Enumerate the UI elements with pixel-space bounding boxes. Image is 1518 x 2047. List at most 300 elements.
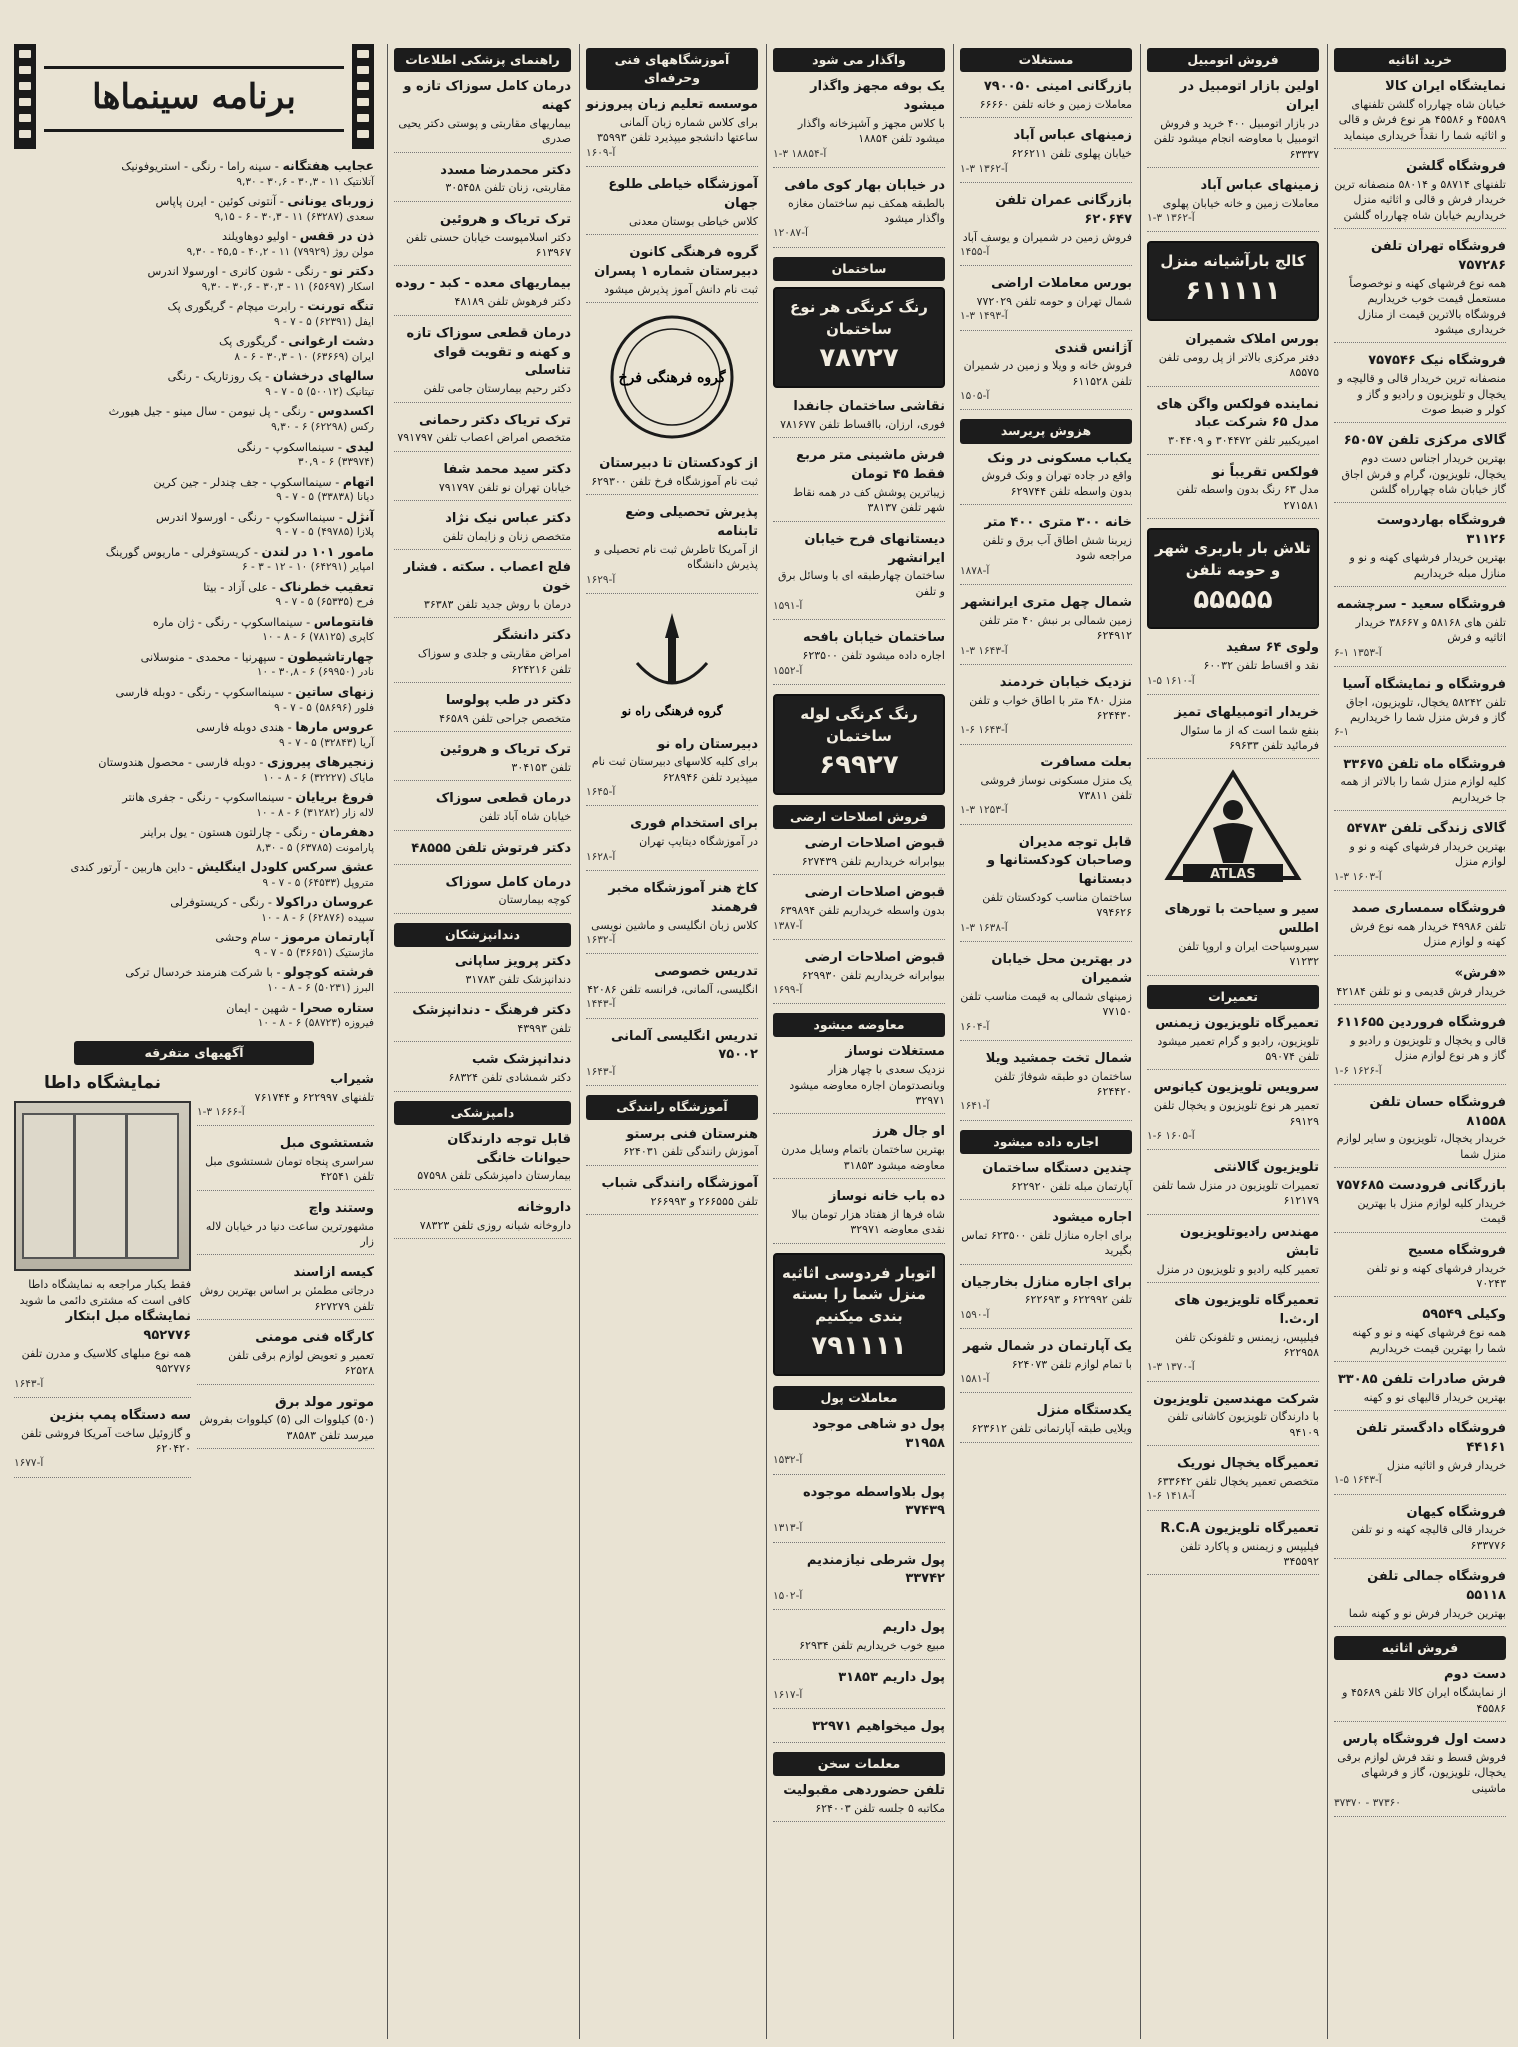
ad-title: نقاشی ساختمان جانفدا — [793, 398, 945, 414]
data-showroom-title: نمایشگاه داطا — [43, 1072, 162, 1093]
classified-ad — [960, 594, 1132, 665]
classified-ad — [773, 1043, 945, 1114]
classified-ad — [394, 211, 571, 267]
classified-ad — [586, 504, 758, 594]
film-listing — [14, 718, 374, 750]
cabinet-image — [14, 1101, 191, 1271]
box-ad-ferdowsi — [773, 1253, 945, 1376]
classified-ad — [773, 1416, 945, 1475]
ad-body: خریدار کلیه لوازم منزل با بهترین قیمت — [1357, 1197, 1506, 1226]
film-detail: گریگوری پک — [218, 335, 277, 349]
classified-ad — [394, 1131, 571, 1190]
classified-ad — [586, 96, 758, 167]
film-detail: دوبله فارسی - محصول هندوستان — [98, 756, 256, 770]
film-name: آپارتمان مرموز — [282, 929, 374, 945]
film-name: عروس مارها — [295, 719, 374, 734]
ad-title: درمان قطعی سوزاک تازه و کهنه و تقویت قوای تناسلی — [406, 325, 571, 379]
film-listing — [14, 858, 374, 890]
classified-ad — [1147, 1015, 1319, 1071]
classified-ad — [773, 1718, 945, 1743]
ad-code: آ-۱۶۷۷ — [14, 1457, 44, 1470]
classified-ad — [960, 1160, 1132, 1200]
film-detail: سینمااسکوپ - رنگی - جفری هانتر — [122, 791, 285, 805]
classified-ad — [1334, 1177, 1506, 1233]
classified-ad — [1147, 1292, 1319, 1382]
ad-code: آ-۱۵۰۲ — [773, 1590, 803, 1603]
ad-code: آ-۱۵۵۲ — [773, 664, 803, 677]
ad-body: از نمایشگاه ایران کالا تلفن ۴۵۶۸۹ و ۴۵۵۸۶ — [1342, 1686, 1506, 1715]
classified-ad — [773, 398, 945, 438]
box-ad-text: اتوبار فردوسی اثاثیه منزل شما را بسته بندی میکنیم — [782, 1263, 936, 1326]
ad-title: سرویس تلویزیون کیانوس — [1153, 1080, 1319, 1096]
ad-body: بیوابرانه خریداریم تلفن ۶۲۹۹۳۰ — [801, 968, 945, 982]
ad-title: تدریس خصوصی — [654, 964, 758, 980]
film-listing — [14, 332, 374, 364]
classified-ad — [773, 177, 945, 248]
ad-body: خریدار فرش و اثاثیه منزل — [1386, 1459, 1506, 1473]
ad-title: دبیرستان راه نو — [657, 736, 758, 752]
classified-ad — [197, 1071, 374, 1126]
film-listing — [14, 367, 374, 399]
ad-code: آ-۱۴۴۳ — [586, 998, 616, 1011]
data-showroom-body: فقط یکبار مراجعه به نمایشگاه داطا کافی است که مشتری دائمی ما شوید — [19, 1278, 191, 1307]
film-name: زنهای ساتین — [295, 683, 374, 699]
classified-ad — [1334, 1504, 1506, 1560]
column-buy-furniture — [1327, 44, 1512, 2039]
column-cinema — [8, 44, 380, 2039]
ad-code: آ-۱۶۳۲ — [586, 933, 616, 946]
film-listing — [14, 963, 374, 995]
column-medical — [387, 44, 577, 2039]
ad-body: متخصص زنان و زایمان تلفن — [442, 529, 571, 543]
separator: - — [271, 160, 283, 173]
film-detail: رابرت میچام - گریگوری پک — [167, 300, 297, 314]
film-detail: علی آزاد - بیتا — [203, 580, 269, 594]
film-name: تنگه تورنت — [307, 298, 374, 314]
ad-code: ۱-۳ آ-۱۴۹۳ — [960, 310, 1008, 323]
column-subheader: تعمیرات — [1147, 985, 1319, 1009]
ad-body: بدون واسطه خریداریم تلفن ۶۳۹۸۹۴ — [779, 904, 945, 918]
ad-code: ۱-۳ آ-۱۶۶۶ — [197, 1105, 245, 1118]
separator: - — [255, 756, 268, 770]
classified-ad — [1147, 1159, 1319, 1215]
ad-title: نزدیک خیابان خردمند — [999, 674, 1132, 690]
ad-title: بازرگانی عمران تلفن ۶۲۰۶۴۷ — [995, 192, 1132, 227]
ad-title: پول شرطی نیازمندیم ۳۳۷۴۲ — [806, 1552, 945, 1587]
column-header: مستغلات — [960, 48, 1132, 72]
ad-title: کارگاه فنی مومنی — [255, 1330, 374, 1346]
ad-body: ساختمان مناسب کودکستان تلفن ۷۹۴۶۲۶ — [982, 891, 1132, 920]
film-listing — [14, 508, 374, 540]
film-schedule: اسکار (۶۵۶۹۷) ۱۱ - ۳۰,۳ - ۳۰,۶ - ۹,۳۰ — [201, 280, 374, 293]
classified-ad — [394, 953, 571, 993]
film-name: فروغ بریایان — [295, 789, 374, 805]
separator: - — [276, 335, 289, 349]
ad-body: تلفنهای ۵۸۷۱۴ و ۵۸۰۱۴ منصفانه ترین خریدار فرش و قالی و اثاثیه منزل خریداریم خیابان شاه چهارراه گلشن — [1334, 177, 1506, 222]
classified-ad — [586, 736, 758, 807]
classified-ad — [1334, 965, 1506, 1005]
classified-ad — [1147, 1391, 1319, 1447]
ad-body: شاه فرها از هفتاد هزار تومان ببالا نقدی معاوضه ۳۲۹۷۱ — [791, 1207, 945, 1237]
film-name: مامور ۱۰۱ در لندن — [261, 543, 374, 559]
ad-title: دکتر در طب پولوسا — [445, 693, 571, 709]
atlas-logo-text: ATLAS — [1210, 867, 1256, 883]
classified-ad — [1334, 756, 1506, 812]
classified-ad — [586, 455, 758, 495]
film-schedule: ماژستیک (۳۶۶۵۱) ۵ - ۷ - ۹ — [254, 946, 374, 959]
film-listing — [14, 543, 374, 575]
film-name: دشت ارغوانی — [288, 333, 374, 349]
classified-ad — [773, 78, 945, 168]
ad-body: مبیع خوب خریداریم تلفن ۶۲۹۳۴ — [799, 1639, 945, 1653]
classified-ad — [1147, 639, 1319, 694]
film-detail: کریستوفرلی - ماریوس گورینگ — [105, 545, 251, 559]
classified-ad — [1147, 177, 1319, 232]
ad-title: قبوض اصلاحات ارضی — [804, 885, 945, 901]
classified-ad — [1334, 1371, 1506, 1411]
ad-body: دکتر رحیم بیمارستان جامی تلفن — [423, 382, 571, 396]
separator: - — [284, 685, 296, 699]
box-ad-text: رنگ کرنگی هر نوع ساختمان — [790, 297, 928, 338]
ad-title: موسسه تعلیم زبان پیروزنو — [586, 97, 758, 113]
film-schedule: البرز (۵۰۲۳۱) ۶ - ۸ - ۱۰ — [267, 982, 374, 995]
film-schedule: (۳۳۹۷۴) ۶ - ۳۰,۹ — [297, 456, 374, 469]
separator: - — [270, 931, 283, 945]
ad-body: سیروسیاحت ایران و اروپا تلفن ۷۱۲۳۲ — [1178, 939, 1319, 969]
classified-ad — [773, 1552, 945, 1611]
ad-body: مشهورترین ساعت دنیا در خیابان لاله زار — [205, 1219, 374, 1248]
ad-title: دکتر عباس نیک نژاد — [445, 511, 571, 527]
ad-title: شیراب — [330, 1071, 374, 1087]
classified-ad — [960, 275, 1132, 330]
ad-title: تعمیرگاه تلویزیون های ار.ث.ا — [1174, 1292, 1319, 1327]
ad-title: دکتر فرهنگ - دندانپزشک — [412, 1003, 571, 1019]
ad-title: یکدستگاه منزل — [1036, 1403, 1132, 1419]
ad-body: سراسری پنجاه تومان شستشوی مبل تلفن ۴۲۵۴۱ — [205, 1154, 374, 1184]
classified-ad — [1147, 464, 1319, 520]
film-listing — [14, 788, 374, 820]
classified-ad — [960, 1050, 1132, 1121]
ad-title: شمال تخت جمشید ویلا — [985, 1050, 1132, 1066]
ad-body: بنفع شما است که از ما سئوال فرمائید تلفن ۶۹۶۳۳ — [1180, 723, 1319, 753]
ad-title: یک بوفه مجهز واگذار میشود — [810, 79, 945, 113]
ad-title: فولکس تقریباً نو — [1212, 464, 1319, 480]
film-schedule: فیروزه (۵۸۷۲۳) ۶ - ۸ - ۱۰ — [257, 1017, 374, 1030]
ad-title: کاخ هنر آموزشگاه مخبر فرهمند — [608, 880, 758, 915]
classified-ad — [960, 1338, 1132, 1393]
column-subheader: معاملات پول — [773, 1386, 945, 1410]
ad-title: بورس معاملات اراضی — [991, 276, 1132, 292]
column-header: خرید اثاثیه — [1334, 48, 1506, 72]
ad-code: آ-۱۶۴۱ — [960, 1100, 990, 1113]
classified-ad — [14, 1407, 191, 1478]
ad-title: فرش صادرات تلفن ۳۳۰۸۵ — [1337, 1372, 1506, 1388]
ad-title: ترک تریاک دکتر رحمانی — [418, 412, 571, 428]
film-detail: آنتونی کوئین - ایرن پاپاس — [155, 195, 277, 209]
classified-ad — [394, 627, 571, 683]
column-subheader: آموزشگاه رانندگی — [586, 1095, 758, 1119]
classified-ad — [394, 325, 571, 403]
separator: - — [261, 370, 273, 384]
ad-code: آ-۱۶۴۳ — [14, 1377, 44, 1390]
ad-code: ۱-۳ آ-۱۳۷۰ — [1147, 1361, 1195, 1374]
column-subheader: دندانپزشکان — [394, 923, 571, 947]
classified-ad — [960, 127, 1132, 182]
separator: - — [276, 195, 288, 209]
ad-body: شمال تهران و حومه تلفن ۷۷۲۰۲۹ — [976, 294, 1132, 308]
ad-code: آ-۱۶۰۹ — [586, 146, 616, 159]
ad-body: بهترین خریدار فرش نو و کهنه شما — [1348, 1606, 1506, 1620]
ad-body: خیابان شاه آباد تلفن — [479, 810, 571, 824]
ad-body: همه نوع فرشهای کهنه و نوخصوصاً مستعمل قیمت خوب خریداریم فروشگاه بالاترین قیمت از منازل خریداری میشود — [1349, 276, 1506, 337]
film-schedule: پارامونت (۶۳۷۸۵) ۵ - ۸,۳۰ — [256, 841, 374, 854]
ad-title: پول دو شاهی موجود ۳۱۹۵۸ — [812, 1416, 945, 1451]
ad-body: خریدار قالی قالیچه کهنه و نو تلفن ۶۳۳۷۷۶ — [1351, 1523, 1506, 1552]
film-listing — [14, 999, 374, 1031]
classified-ad — [197, 1135, 374, 1191]
film-detail: اولیو دوهاویلند — [222, 230, 289, 244]
film-detail: سینه راما - رنگی - استریوفونیک — [121, 160, 272, 173]
column-real-estate — [953, 44, 1138, 2039]
ad-title: فروشگاه کیهان — [1406, 1504, 1506, 1520]
classified-ad — [1147, 1079, 1319, 1150]
ad-body: فیلیپس، زیمنس و تلفونکن تلفن ۶۲۲۹۵۸ — [1175, 1330, 1319, 1359]
column-subheader: اجاره داده میشود — [960, 1130, 1132, 1154]
film-name: اتهام — [342, 473, 374, 489]
film-name: عروسان دراکولا — [275, 894, 374, 910]
ad-code: ۶-۱ آ-۱۳۵۳ — [1334, 646, 1382, 659]
classified-ad — [1334, 1420, 1506, 1494]
ad-title: از کودکستان تا دبیرستان — [599, 455, 758, 471]
classified-ad — [773, 884, 945, 939]
ad-title: دست دوم — [1443, 1667, 1506, 1683]
ad-body: ویلایی طبقه آپارتمانی تلفن ۶۲۳۶۱۲ — [971, 1422, 1132, 1436]
ad-title: سیر و سیاحت با تورهای اطلس — [1164, 902, 1319, 936]
classified-ad — [1147, 396, 1319, 455]
ad-title: فروشگاه نیک ۷۵۷۵۴۶ — [1368, 353, 1506, 369]
ad-title: مهندس رادیوتلویزیون تابش — [1180, 1224, 1319, 1259]
classified-ad — [1334, 352, 1506, 423]
ad-title: ولوی ۶۴ سفید — [1226, 640, 1319, 656]
ad-title: گالای مرکزی تلفن ۶۵۰۵۷ — [1343, 433, 1506, 449]
classified-ad — [773, 1782, 945, 1822]
column-subheader: ساختمان — [773, 257, 945, 281]
ad-body: کوچه بیمارستان — [498, 893, 571, 907]
ad-title: پول داریم ۳۱۸۵۳ — [838, 1669, 945, 1685]
misc-right-column — [197, 1071, 374, 1487]
ad-body: زیباترین پوشش کف در همه نقاط شهر تلفن ۳۸۱۳۷ — [792, 485, 945, 515]
ad-body: خریدار فرش قدیمی و نو تلفن ۴۲۱۸۴ — [1336, 984, 1506, 998]
misc-header: آگهیهای متفرقه — [74, 1041, 314, 1065]
ad-body: خیابان تهران نو تلفن ۷۹۱۷۹۷ — [438, 480, 571, 494]
column-subheader: فروش اصلاحات ارضی — [773, 805, 945, 829]
classified-ad — [773, 447, 945, 521]
film-name: اکسدوس — [317, 403, 374, 419]
film-schedule: تیتانیک (۵۰۰۱۲) ۵ - ۷ - ۹ — [265, 385, 374, 398]
ad-body: زمینهای شمالی به قیمت مناسب تلفن ۷۷۱۵۰ — [960, 989, 1132, 1019]
ad-title: فروشگاه ماه تلفن ۳۳۶۷۵ — [1343, 756, 1506, 772]
ad-body: ثبت نام آموزشگاه فرخ تلفن ۶۲۹۳۰۰ — [591, 474, 758, 488]
classified-ad — [1334, 512, 1506, 586]
classified-ad — [394, 461, 571, 501]
film-listing — [14, 683, 374, 715]
ad-title: فروشگاه دادگستر تلفن ۴۴۱۶۱ — [1356, 1421, 1506, 1456]
ad-title: فلج اعصاب . سکته . فشار خون — [403, 560, 571, 595]
ad-body: تلفن ۴۹۹۸۶ خریدار همه نوع فرش کهنه و لوازم منزل — [1350, 919, 1506, 949]
film-listing — [14, 823, 374, 855]
classified-ad — [1147, 704, 1319, 760]
ad-code: ۱-۶ آ-۱۶۲۶ — [1334, 1064, 1382, 1077]
ad-body: آموزش رانندگی تلفن ۶۲۴۰۳۱ — [623, 1145, 758, 1159]
ad-body: ساختمان دو طبقه شوفاژ تلفن ۶۲۴۴۲۰ — [994, 1069, 1132, 1098]
ad-body: فروش قسط و نقد فرش لوازم برقی یخچال، تلویزیون، گاز و فرشهای ماشینی — [1337, 1750, 1506, 1795]
film-detail: یک روزتاریک - رنگی — [167, 370, 262, 384]
ad-title: فرش ماشینی متر مربع فقط ۴۵ تومان — [796, 448, 945, 483]
separator: - — [185, 861, 197, 875]
film-name: زنجیرهای پیروزی — [267, 754, 374, 770]
classified-ad — [1334, 1242, 1506, 1298]
ad-body: فیلیپس و زیمنس و پاکارد تلفن ۳۴۵۵۹۲ — [1180, 1539, 1319, 1568]
ad-code: آ-۱۵۹۰ — [960, 1308, 990, 1321]
ad-body: کلیه لوازم منزل شما را بالاتر از همه جا خریداریم — [1340, 775, 1506, 804]
classified-ad — [586, 1028, 758, 1087]
atlas-logo — [1147, 768, 1319, 893]
classified-ad — [586, 815, 758, 870]
ad-body: متخصص جراحی تلفن ۴۶۵۸۹ — [439, 711, 571, 725]
ad-body: دکتر فرهوش تلفن ۴۸۱۸۹ — [454, 295, 571, 309]
classified-ad — [960, 192, 1132, 266]
separator: - — [319, 265, 331, 279]
box-ad-phone: ۶۱۱۱۱۱ — [1185, 276, 1281, 307]
ad-body: امراض مقاربتی و جلدی و سوزاک تلفن ۶۲۴۲۱۶ — [417, 647, 571, 676]
classified-ad — [1334, 1568, 1506, 1627]
film-schedule: لاله زار (۳۱۲۸۲) ۶ - ۸ - ۱۰ — [256, 806, 374, 819]
ad-body: امیریکبیر تلفن ۳۰۴۴۷۲ و ۳۰۴۴۰۹ — [1167, 434, 1319, 448]
box-ad-text: تلاش بار باربری شهر و حومه تلفن — [1155, 539, 1311, 579]
film-name: تعقیب خطرناک — [279, 578, 374, 594]
ad-body: ساختمان چهارطبقه ای با وسائل برق و تلفن — [777, 569, 945, 598]
classified-ad — [960, 514, 1132, 585]
ad-body: تلویزیون، رادیو و گرام تعمیر میشود تلفن ۵۹۰۷۴ — [1157, 1034, 1319, 1063]
ad-title: پول داریم — [882, 1620, 945, 1636]
ad-title: تدریس انگلیسی آلمانی ۷۵۰۰۲ — [610, 1028, 758, 1063]
classified-ad — [773, 1188, 945, 1244]
ad-code: آ-۱۶۲۸ — [586, 850, 616, 863]
classified-ad — [394, 840, 571, 865]
film-listing — [14, 262, 374, 294]
separator: - — [288, 1001, 300, 1015]
film-detail: سینمااسکوپ - رنگی - ژان ماره — [152, 615, 303, 629]
film-name: دکتر نو — [330, 263, 374, 279]
classified-ad — [1334, 1731, 1506, 1817]
ad-title: تلفن حضوردهی مقبولیت — [783, 1782, 945, 1798]
film-name: دهفرمان — [319, 824, 374, 840]
ad-title: هنرستان فنی برستو — [626, 1126, 758, 1142]
classified-ad — [960, 1209, 1132, 1265]
ad-title: قابل توجه مدیران وصاحبان کودکستانها و دبستانها — [986, 834, 1132, 888]
misc-left-column — [14, 1071, 191, 1487]
ad-body: بهترین خریدار فرشهای کهنه و نو و لوازم منزل — [1349, 840, 1506, 869]
ad-code: آ-۱۸۷۸ — [960, 564, 990, 577]
separator: - — [288, 230, 300, 244]
ad-title: بازرگانی فرودست ۷۵۷۶۸۵ — [1336, 1178, 1506, 1194]
classified-ad — [1334, 238, 1506, 343]
ad-title: او جال هرز — [873, 1124, 945, 1140]
separator: - — [268, 580, 280, 594]
ad-body: بهترین خریدار فرشهای کهنه و نو و منازل مبله خریداریم — [1349, 551, 1506, 580]
ad-body: تعمیر کلیه رادیو و تلویزیون در منزل — [1156, 1262, 1319, 1276]
classified-ad — [1147, 1224, 1319, 1283]
ad-body: قالی و یخچال و تلویزیون و رادیو و گاز و هر نوع لوازم منزل — [1350, 1033, 1506, 1063]
ad-body: درمان با روش جدید تلفن ۳۶۳۸۳ — [423, 598, 571, 611]
classified-ad — [1147, 1455, 1319, 1510]
separator: - — [250, 545, 262, 559]
ad-body: تلفن ۲۶۶۵۵۵ و ۲۶۶۹۹۳ — [650, 1194, 758, 1208]
box-ad-phone: ۷۸۷۲۷ — [819, 343, 899, 374]
ad-title: تعمیرگاه تلویزیون زیمنس — [1155, 1015, 1319, 1031]
ad-code: ۱-۳ آ-۱۶۳۸ — [960, 921, 1008, 934]
film-listing — [14, 157, 374, 189]
ad-body: تلفن ۵۸۲۴۲ یخچال، تلویزیون، اجاق گاز و فرش منزل شما را خریداریم — [1346, 695, 1506, 724]
film-schedule: امپایر (۶۴۲۹۱) ۱۰ - ۱۲ - ۳ - ۶ — [242, 561, 374, 574]
ad-body: بهترین ساختمان باتمام وسایل مدرن معاوضه میشود ۳۱۸۵۳ — [781, 1143, 945, 1172]
ad-body: بهترین خریدار اجناس دست دوم یخچال، تلویزیون، گرام و فرش اجاق گاز خیابان شاه چهارراه گلشن — [1341, 452, 1506, 497]
ad-title: نمایشگاه مبل ابتکار ۹۵۲۷۷۶ — [65, 1309, 191, 1343]
column-subheader: معلمات سخن — [773, 1752, 945, 1776]
separator: - — [307, 826, 320, 840]
classified-ad — [773, 1484, 945, 1543]
box-ad-pipe — [773, 694, 945, 795]
classified-ad — [394, 741, 571, 781]
ad-title: فروشگاه جمالی تلفن ۵۵۱۱۸ — [1367, 1569, 1506, 1604]
film-schedule: مولن روژ (۷۹۹۲۹) ۱۱ - ۴۰,۲ - ۴۵,۵ - ۹,۳۰ — [186, 245, 374, 258]
ad-body: متخصص امراض اعصاب تلفن ۷۹۱۷۹۷ — [397, 431, 571, 445]
ad-code: ۱-۳ آ-۱۶۴۳ — [960, 644, 1008, 657]
ad-body: تلفن ۴۳۹۹۳ — [517, 1022, 571, 1035]
classified-ad — [394, 874, 571, 914]
ad-title: شستشوی مبل — [279, 1136, 374, 1152]
ad-title: ده باب خانه نوساز — [829, 1189, 945, 1205]
ad-body: زیربنا شش اطاق آب برق و تلفن مراجعه شود — [982, 534, 1132, 563]
ad-title: پذیرش تحصیلی وضع تابنامه — [625, 505, 758, 539]
ad-title: شرکت مهندسین تلویزیون — [1153, 1391, 1319, 1407]
column-subheader: معاوضه میشود — [773, 1013, 945, 1037]
classified-ad — [1334, 820, 1506, 891]
film-schedule: متروپل (۶۴۵۳۳) ۵ - ۷ - ۹ — [262, 876, 374, 889]
ad-title: دکتر محمدرضا مسدد — [440, 162, 571, 178]
film-listing — [14, 297, 374, 329]
ad-body: بیوابرانه خریداریم تلفن ۶۲۷۴۳۹ — [801, 854, 945, 868]
ad-code: آ-۱۶۹۹ — [773, 984, 803, 997]
ad-title: در خیابان بهار کوی مافی — [784, 177, 945, 193]
classified-ad — [1334, 596, 1506, 667]
classified-ad — [1147, 1520, 1319, 1576]
ad-code: ۶-۱ — [1334, 726, 1350, 739]
ad-code: ۱-۶ آ-۱۴۱۸ — [1147, 1490, 1195, 1503]
classified-ad — [394, 78, 571, 152]
film-schedule: ایران (۶۳۶۶۹) ۱۰ - ۳۰,۳ - ۶ - ۸ — [234, 350, 374, 363]
classified-ad — [960, 340, 1132, 411]
ad-body: فوری، ارزان، بااقساط تلفن ۷۸۱۶۷۷ — [780, 417, 945, 431]
ad-body: منصفانه ترین خریدار قالی و قالیچه و یخچال و تلویزیون و رادیو و گاز و کولر و ضبط صوت — [1337, 372, 1506, 417]
classified-ad — [586, 176, 758, 235]
ad-code: ۱-۶ آ-۱۶۰۵ — [1147, 1129, 1195, 1142]
misc-ads — [14, 1071, 374, 1487]
film-name: چهارتاشیطون — [287, 648, 374, 664]
ad-title: آژانس قندی — [1054, 340, 1132, 356]
ad-code: آ-۱۴۵۵ — [960, 245, 990, 258]
film-detail: رنگی - پل نیومن - سال مینو - جیل هیورث — [108, 405, 307, 419]
